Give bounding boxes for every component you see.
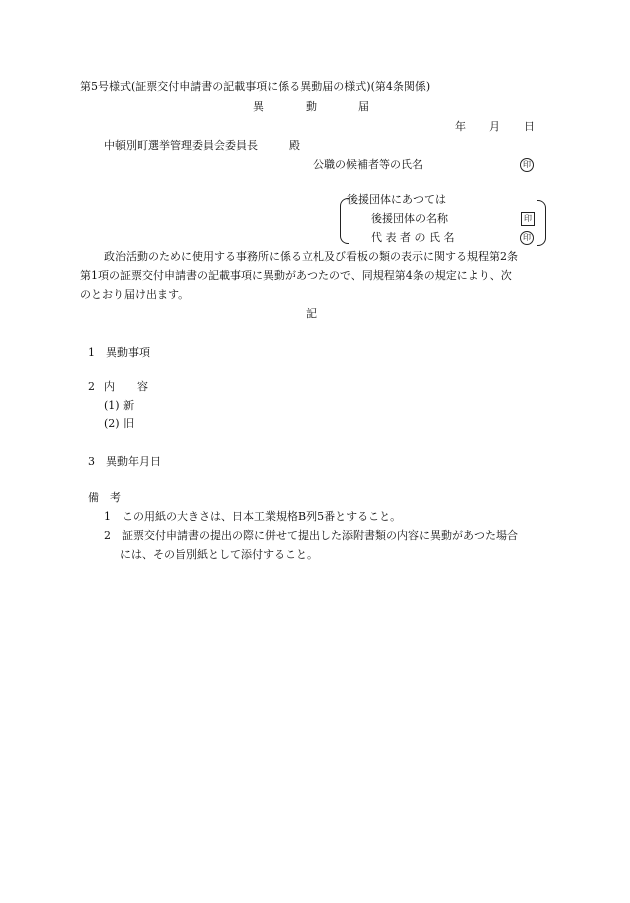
body-line-1: 政治活動のために使用する事務所に係る立札及び看板の類の表示に関する規程第2条 (104, 250, 518, 263)
support-group-intro: 後援団体にあつては (347, 193, 446, 206)
notes-heading: 備 考 (88, 491, 121, 504)
date-day: 日 (524, 120, 535, 133)
right-bracket (537, 200, 546, 246)
item-2-label: 内 容 (104, 380, 148, 393)
addressee: 中頓別町選挙管理委員会委員長 (104, 139, 258, 152)
form-title: 第5号様式(証票交付申請書の記載事項に係る異動届の様式)(第4条関係) (80, 80, 431, 93)
doc-title-char-1: 異 (253, 100, 264, 113)
note-1: 1 この用紙の大きさは、日本工業規格B列5番とすること。 (104, 510, 402, 523)
item-2-number: 2 (88, 380, 95, 393)
seal-mark-representative: 印 (520, 231, 534, 245)
body-line-2: 第1項の証票交付申請書の記載事項に異動があつたので、同規程第4条の規定により、次 (80, 269, 512, 282)
doc-title-char-2: 動 (306, 100, 317, 113)
item-1: 1 異動事項 (88, 346, 150, 359)
seal-mark-candidate: 印 (520, 158, 534, 172)
ki-marker: 記 (306, 307, 317, 320)
honorific: 殿 (289, 139, 300, 152)
note-2-line-2: には、その旨別紙として添付すること。 (120, 548, 318, 561)
date-month: 月 (489, 120, 500, 133)
doc-title-char-3: 届 (358, 100, 369, 113)
support-group-name-label: 後援団体の名称 (371, 212, 448, 225)
date-year: 年 (455, 120, 466, 133)
item-3: 3 異動年月日 (88, 455, 161, 468)
representative-name-label: 代 表 者 の 氏 名 (371, 231, 455, 244)
note-2-line-1: 2 証票交付申請書の提出の際に併せて提出した添附書類の内容に異動があつた場合 (104, 529, 518, 542)
body-line-3: のとおり届け出ます。 (80, 288, 190, 301)
candidate-name-label: 公職の候補者等の氏名 (313, 158, 423, 171)
item-2-old: (2) 旧 (104, 417, 135, 430)
seal-mark-group: 印 (521, 212, 535, 226)
item-2-new: (1) 新 (104, 399, 135, 412)
